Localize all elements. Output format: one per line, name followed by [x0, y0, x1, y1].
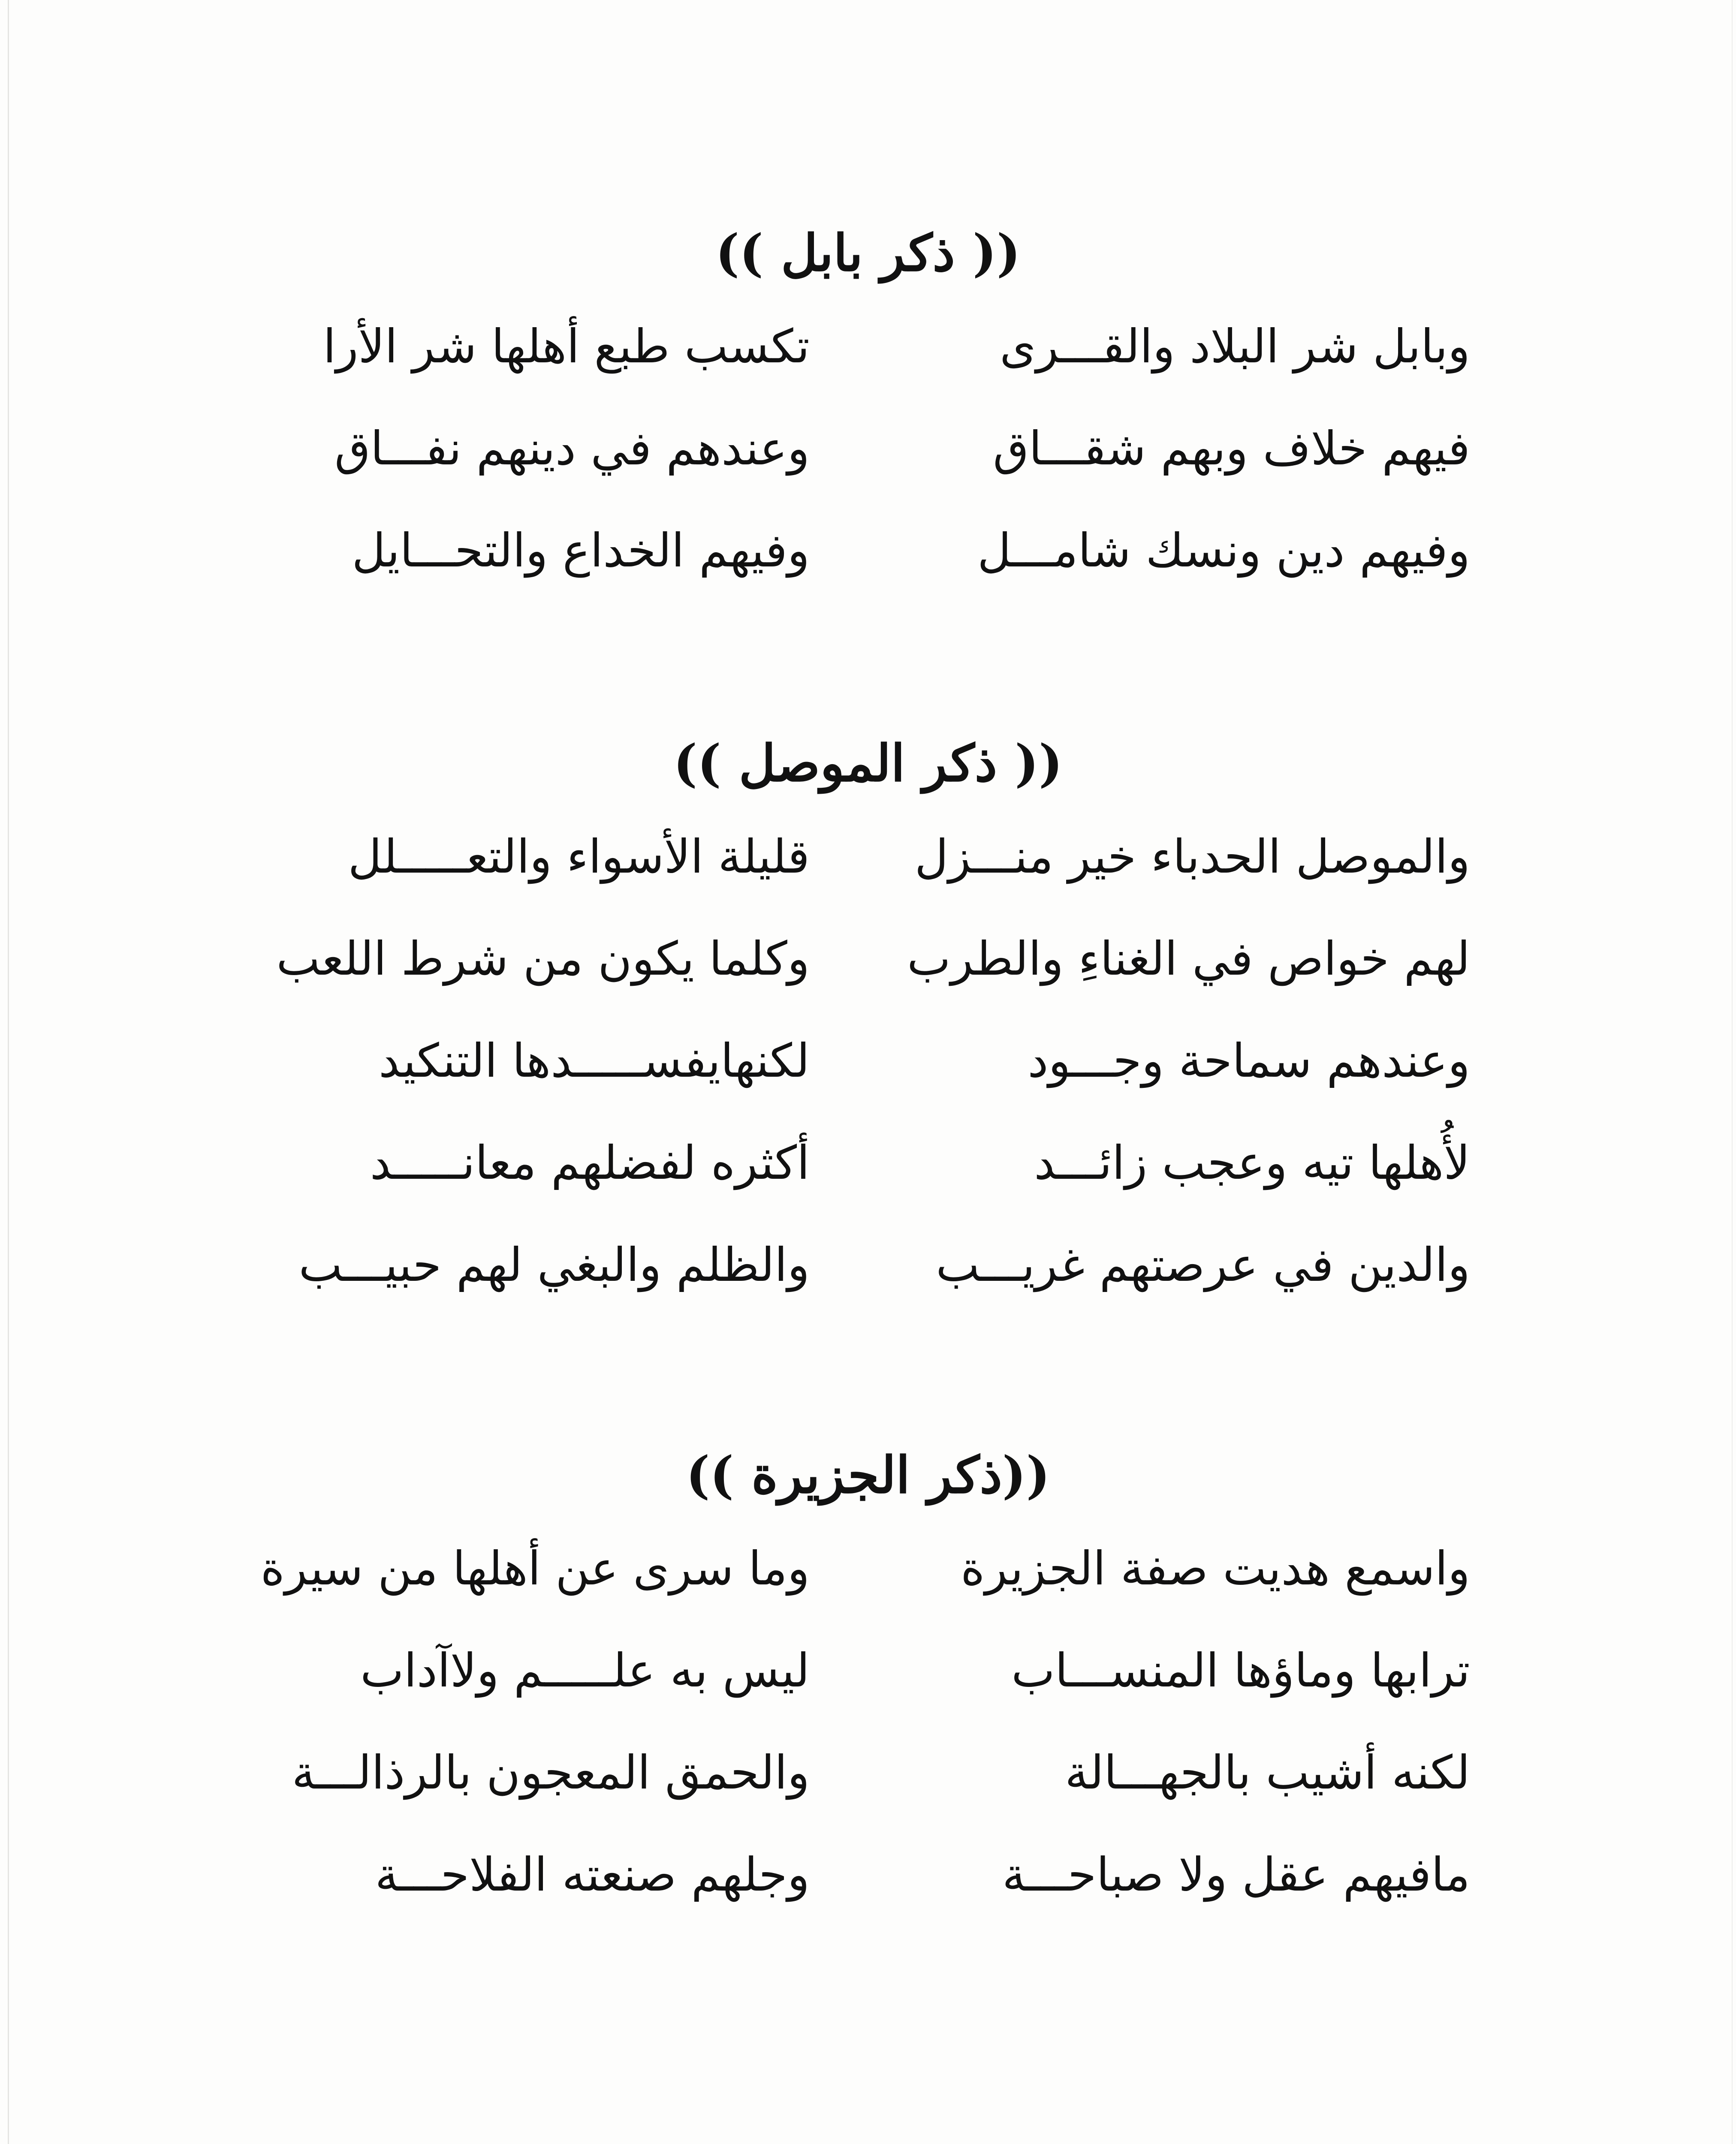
verse-second-hemistich: أكثره لفضلهم معانـــــد	[370, 1136, 810, 1190]
section-mosul	[0, 720, 1736, 1316]
verse-first-hemistich: وبابل شر البلاد والقـــرى	[1000, 320, 1470, 373]
verse-second-hemistich: وعندهم في دينهم نفـــاق	[334, 422, 810, 476]
section-heading: ((ذكر الجزيرة ))	[686, 1445, 1050, 1505]
verse-first-hemistich: وفيهم دين ونسك شامـــل	[977, 524, 1470, 578]
verse-line	[0, 1722, 1736, 1824]
verse-line	[0, 398, 1736, 500]
verse-first-hemistich: لهم خواص في الغناءِ والطرب	[907, 932, 1470, 986]
verse-second-hemistich: لكنهايفســـــدها التنكيد	[379, 1034, 810, 1088]
verse-line	[0, 1112, 1736, 1214]
verse-first-hemistich: فيهم خلاف وبهم شقـــاق	[993, 422, 1470, 476]
verse-first-hemistich: والموصل الحدباء خير منـــزل	[914, 830, 1470, 884]
verse-line	[0, 806, 1736, 908]
verse-second-hemistich: قليلة الأسواء والتعـــــلل	[348, 830, 810, 884]
verse-second-hemistich: وفيهم الخداع والتحـــايل	[352, 524, 810, 578]
section-jazira	[0, 1432, 1736, 1926]
verse-line	[0, 296, 1736, 398]
verse-line	[0, 500, 1736, 602]
verse-second-hemistich: ليس به علـــــم ولاآداب	[360, 1644, 810, 1698]
verse-first-hemistich: واسمع هديت صفة الجزيرة	[961, 1542, 1470, 1596]
verse-first-hemistich: وعندهم سماحة وجـــود	[1028, 1034, 1470, 1088]
verse-line	[0, 908, 1736, 1010]
verse-first-hemistich: ترابها وماؤها المنســـاب	[1011, 1644, 1470, 1698]
verse-second-hemistich: تكسب طبع أهلها شر الأرا	[323, 320, 810, 373]
section-heading: (( ذكر بابل ))	[715, 223, 1021, 283]
verse-first-hemistich: لكنه أشيب بالجهـــالة	[1065, 1746, 1470, 1800]
verse-line	[0, 1010, 1736, 1112]
section-heading: (( ذكر الموصل ))	[673, 733, 1063, 793]
verse-second-hemistich: وكلما يكون من شرط اللعب	[276, 932, 810, 986]
verse-line	[0, 1214, 1736, 1316]
verse-second-hemistich: وجلهم صنعته الفلاحـــة	[375, 1848, 810, 1902]
verse-first-hemistich: مافيهم عقل ولا صباحـــة	[1002, 1848, 1470, 1902]
verse-first-hemistich: والدين في عرصتهم غريـــب	[936, 1238, 1470, 1292]
verse-line	[0, 1518, 1736, 1620]
verse-first-hemistich: لأُهلها تيه وعجب زائـــد	[1034, 1136, 1470, 1190]
verse-line	[0, 1620, 1736, 1722]
verse-second-hemistich: وما سرى عن أهلها من سيرة	[260, 1542, 810, 1596]
verse-second-hemistich: والحمق المعجون بالرذالـــة	[292, 1746, 810, 1800]
section-babil	[0, 210, 1736, 602]
verse-line	[0, 1824, 1736, 1926]
verse-second-hemistich: والظلم والبغي لهم حبيـــب	[298, 1238, 810, 1292]
